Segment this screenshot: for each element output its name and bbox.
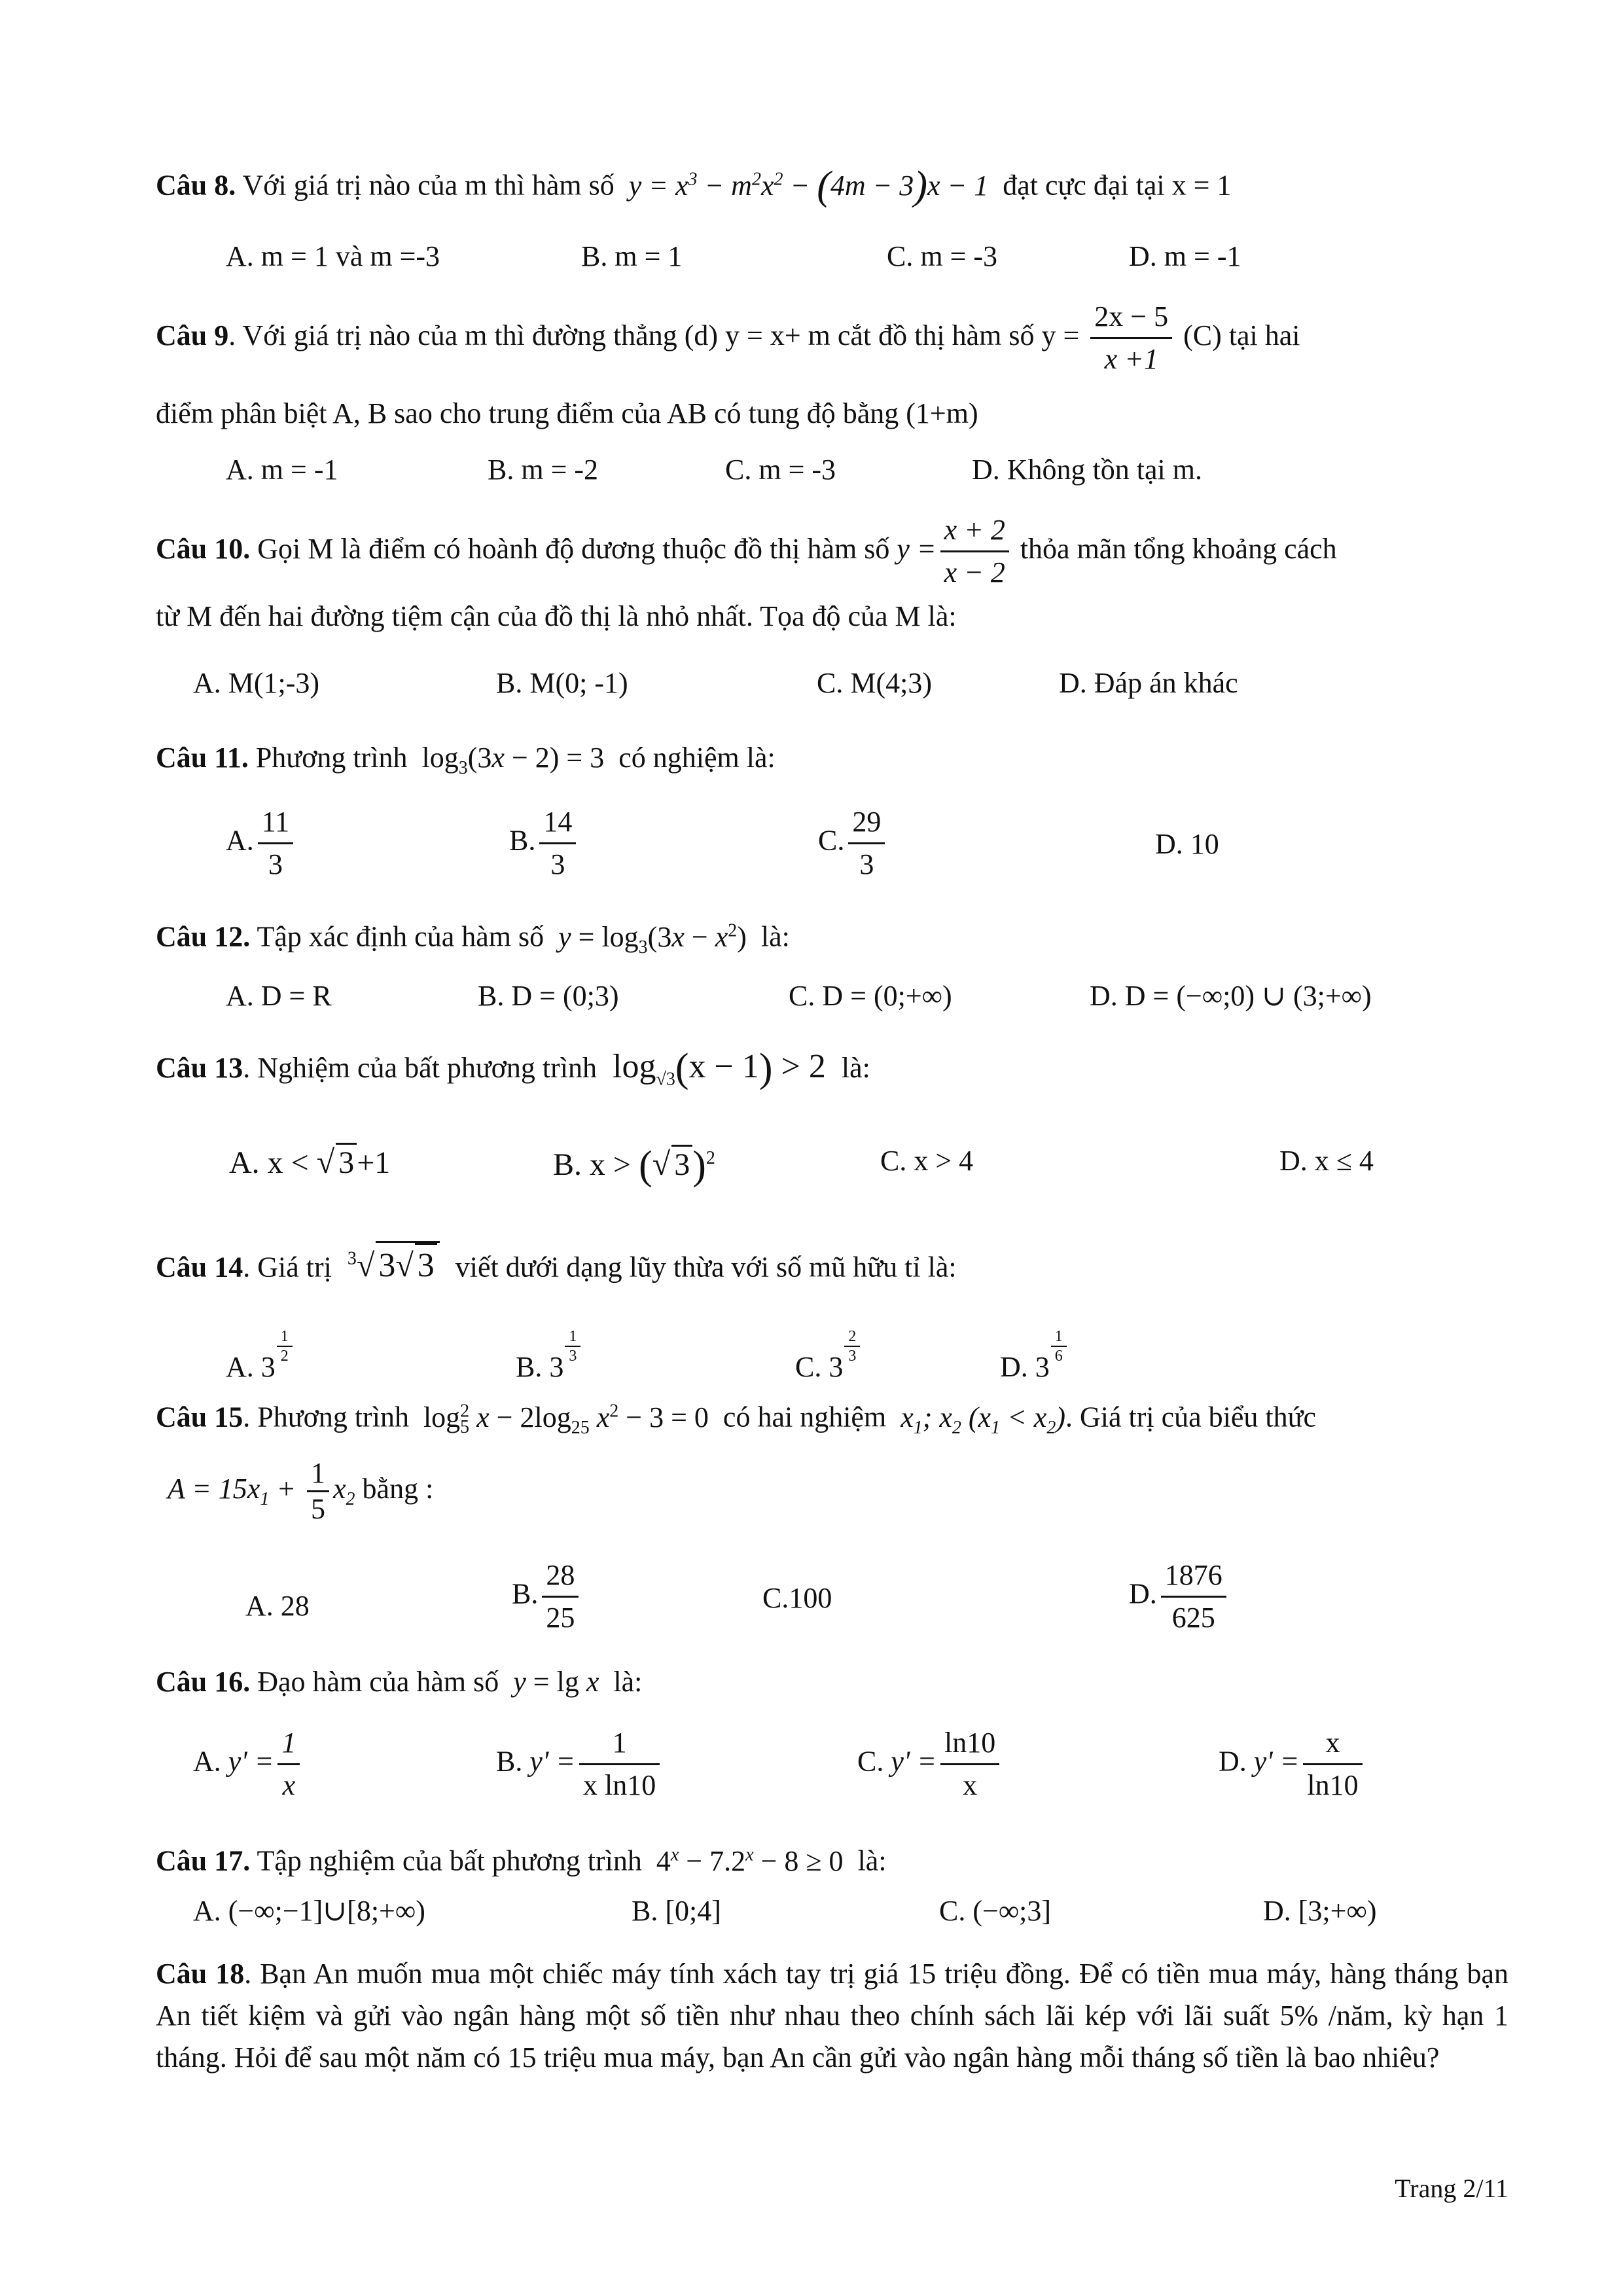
- numerator: 11: [258, 802, 293, 844]
- question-text: Đạo hàm của hàm số: [257, 1666, 499, 1698]
- question-label: Câu 13: [156, 1052, 243, 1084]
- numerator: 28: [542, 1555, 579, 1598]
- question-10-line2: từ M đến hai đường tiệm cận của đồ thị là nhỏ nhất. Tọa độ của M là:: [156, 600, 957, 632]
- option-letter: B.: [509, 824, 536, 857]
- question-text: là:: [613, 1666, 643, 1698]
- question-14: [156, 1238, 1508, 1288]
- option-letter: C.: [795, 1351, 822, 1383]
- question-text: có hai nghiệm: [722, 1401, 887, 1433]
- fraction: [940, 510, 1009, 593]
- question-text: là:: [760, 920, 790, 953]
- option-c[interactable]: C.100: [762, 1582, 832, 1614]
- question-label: Câu 15: [156, 1401, 243, 1433]
- question-8: [156, 158, 1508, 207]
- question-text: bằng :: [362, 1473, 434, 1505]
- formula: $4^x - 7.2^x - 8 \ge 0$: [649, 1844, 851, 1877]
- numerator: 29: [848, 802, 885, 844]
- option-b[interactable]: B. m = -2: [488, 454, 599, 486]
- option-d[interactable]: D. D = (−∞;0) ∪ (3;+∞): [1090, 980, 1372, 1012]
- option-letter: B.: [553, 1147, 582, 1182]
- option-a[interactable]: [226, 802, 297, 885]
- question-label: Câu 11.: [156, 742, 249, 774]
- option-b[interactable]: B. [0;4]: [632, 1895, 721, 1927]
- question-label: Câu 17.: [156, 1844, 251, 1877]
- exponent-denominator: 3: [569, 1348, 577, 1365]
- question-17: [156, 1834, 1508, 1882]
- exponent-denominator: 6: [1054, 1348, 1063, 1365]
- question-text: là:: [857, 1844, 887, 1877]
- question-text: Tập nghiệm của bất phương trình: [257, 1844, 642, 1877]
- question-11: [156, 737, 1508, 789]
- option-a[interactable]: A. 3 $\frac{1}{2}$: [226, 1327, 294, 1386]
- question-13: [156, 1046, 1508, 1100]
- numerator: ln10: [940, 1723, 999, 1765]
- option-c[interactable]: [818, 802, 889, 885]
- question-text: . Nghiệm của bất phương trình: [243, 1052, 597, 1084]
- question-text: đạt cực đại tại x = 1: [1003, 169, 1232, 202]
- option-d[interactable]: D. x ≤ 4: [1279, 1145, 1374, 1177]
- formula: $y = x^3 - m^2x^2 - (4m - 3)x - 1$: [621, 163, 996, 208]
- option-c[interactable]: C. (−∞;3]: [939, 1895, 1052, 1927]
- option-a[interactable]: A. 28: [245, 1590, 310, 1622]
- formula: $A = 15x_1$ +: [168, 1473, 304, 1509]
- option-letter: C.: [857, 1745, 884, 1778]
- option-d[interactable]: D. [3;+∞): [1263, 1895, 1377, 1927]
- option-c[interactable]: C. m = -3: [725, 454, 836, 486]
- question-9-line2: điểm phân biệt A, B sao cho trung điểm của AB có tung độ bằng (1+m): [156, 397, 978, 429]
- exponent-denominator: 2: [280, 1348, 289, 1365]
- question-text: . Với giá trị nào của m thì đường thẳng (d) y = x+ m cắt đồ thị hàm số y =: [228, 319, 1080, 351]
- option-letter: A.: [193, 1745, 221, 1778]
- option-c[interactable]: C. 3 $\frac{2}{3}$: [795, 1327, 861, 1386]
- denominator: ln10: [1307, 1769, 1359, 1801]
- option-b[interactable]: [509, 802, 580, 885]
- fraction: [277, 1723, 300, 1806]
- option-a[interactable]: A. m = 1 và m =-3: [226, 240, 440, 272]
- option-letter: B.: [496, 1745, 523, 1778]
- roots-formula: $x_1$; $x_2$ $(x_1 < x_2)$: [893, 1401, 1065, 1438]
- question-label: Câu 10.: [156, 533, 251, 565]
- numerator: 2x − 5: [1090, 296, 1172, 339]
- option-b[interactable]: B. D = (0;3): [478, 980, 619, 1012]
- exponent-numerator: 1: [277, 1327, 293, 1347]
- fraction: [579, 1723, 660, 1806]
- numerator: x + 2: [940, 510, 1009, 552]
- question-text: thỏa mãn tổng khoảng cách: [1020, 533, 1337, 565]
- option-b[interactable]: [512, 1555, 582, 1638]
- question-label: Câu 9: [156, 319, 229, 351]
- fraction: [539, 802, 576, 885]
- denominator: 3: [859, 848, 874, 880]
- option-letter: B.: [512, 1577, 539, 1610]
- question-text: (C) tại hai: [1183, 319, 1300, 351]
- numerator: 1: [579, 1723, 660, 1765]
- option-d[interactable]: [1129, 1555, 1230, 1638]
- option-d[interactable]: D. Đáp án khác: [1059, 667, 1238, 699]
- option-letter: B.: [516, 1351, 543, 1383]
- question-15-line2: $A = 15x_1$ + $\frac{1}{5}$ $x_2$ bằng :: [168, 1457, 434, 1526]
- denominator: 25: [546, 1602, 575, 1634]
- option-letter: D.: [1219, 1745, 1247, 1778]
- option-c[interactable]: C. M(4;3): [817, 667, 932, 699]
- option-d[interactable]: D. Không tồn tại m.: [972, 454, 1202, 486]
- fraction: [1303, 1723, 1362, 1806]
- denominator: x: [282, 1769, 296, 1801]
- formula: $\log_3(3x - 2) = 3$: [414, 742, 612, 778]
- question-text: . Giá trị của biểu thức: [1065, 1401, 1317, 1433]
- numerator: 1: [277, 1723, 300, 1765]
- formula: $\log^2_5 x - 2\log_{25}$ $x^2 - 3 = 0$: [416, 1401, 716, 1438]
- fraction: [848, 802, 885, 885]
- denominator: x ln10: [583, 1769, 656, 1801]
- question-text: . Bạn An muốn mua một chiếc máy tính xách tay trị giá 15 triệu đồng. Để có tiền mua máy, hàng tháng bạn An tiết kiệm và gửi vào ngân hàng một số tiền như nhau theo chính sách lãi kép với lãi suất 5% /năm, kỳ hạn 1 tháng. Hỏi để sau một năm có 15 triệu mua máy, bạn An cần gửi vào ngân hàng mỗi tháng số tiền là bao nhiêu?: [156, 1958, 1508, 2073]
- question-label: Câu 18: [156, 1958, 245, 1990]
- option-b[interactable]: B. y' = $\frac{1}{\text{x ln10}}$: [496, 1723, 664, 1806]
- option-letter: A.: [226, 1351, 254, 1383]
- question-text: . Giá trị: [243, 1251, 332, 1283]
- option-d[interactable]: D. 10: [1155, 828, 1219, 860]
- exponent-denominator: 3: [848, 1348, 857, 1365]
- numerator: x: [1303, 1723, 1362, 1765]
- option-letter: D.: [1129, 1577, 1157, 1610]
- option-c[interactable]: C. m = -3: [887, 240, 998, 272]
- denominator: 3: [550, 848, 565, 880]
- fraction: [1090, 296, 1172, 380]
- option-a[interactable]: A. x < √ 3+1: [229, 1143, 391, 1180]
- option-letter: D.: [1000, 1351, 1028, 1383]
- option-letter: A.: [229, 1145, 260, 1180]
- option-a[interactable]: A. D = R: [226, 980, 332, 1012]
- page-number: Trang 2/11: [1395, 2174, 1508, 2203]
- option-a[interactable]: A. m = -1: [226, 454, 338, 486]
- question-label: Câu 12.: [156, 920, 251, 953]
- option-a[interactable]: A. y' = $\frac{1}{x}$: [193, 1723, 304, 1806]
- formula: $y = \log_3(3x - x^2)$: [558, 920, 754, 958]
- denominator: 625: [1171, 1602, 1215, 1634]
- question-text: Gọi M là điểm có hoành độ dương thuộc đồ thị hàm số: [257, 533, 890, 565]
- exponent-numerator: 1: [565, 1327, 580, 1347]
- option-c[interactable]: C. D = (0;+∞): [789, 980, 952, 1012]
- exponent-numerator: 2: [844, 1327, 860, 1347]
- question-12: [156, 910, 1508, 968]
- option-c[interactable]: C. x > 4: [880, 1145, 974, 1177]
- exponent-numerator: 1: [1051, 1327, 1067, 1347]
- question-text: có nghiệm là:: [618, 742, 776, 774]
- question-text: . Phương trình: [243, 1401, 409, 1433]
- formula: $\log_{√3}(x - 1) > 2$: [604, 1046, 834, 1090]
- question-16: [156, 1661, 1508, 1703]
- question-9: [156, 293, 1508, 380]
- question-text: Với giá trị nào của m thì hàm số: [242, 169, 615, 202]
- numerator: 1876: [1161, 1555, 1226, 1598]
- option-d[interactable]: D. y' = $\frac{x}{\ln 10}$: [1219, 1723, 1366, 1806]
- option-letter: A.: [226, 824, 254, 857]
- question-text: là:: [841, 1052, 870, 1084]
- question-15: [156, 1390, 1508, 1448]
- option-letter: C.: [818, 824, 845, 857]
- formula: y = lg x: [513, 1666, 599, 1698]
- option-d[interactable]: D. m = -1: [1129, 240, 1241, 272]
- denominator: x − 2: [944, 556, 1005, 589]
- fraction: [1161, 1555, 1226, 1638]
- question-18: [156, 1953, 1508, 2079]
- fraction: [940, 1723, 999, 1806]
- denominator: 3: [268, 848, 283, 880]
- numerator: 14: [539, 802, 576, 844]
- option-a[interactable]: A. (−∞;−1]∪[8;+∞): [193, 1895, 425, 1927]
- question-text: Tập xác định của hàm số: [257, 920, 544, 953]
- question-label: Câu 14: [156, 1251, 243, 1283]
- question-label: Câu 8.: [156, 169, 236, 202]
- denominator: x +1: [1104, 343, 1158, 376]
- question-label: Câu 16.: [156, 1666, 251, 1698]
- option-a[interactable]: A. M(1;-3): [193, 667, 320, 699]
- option-c[interactable]: C. y' = $\frac{\ln 10}{x}$: [857, 1723, 1003, 1806]
- option-b[interactable]: B. m = 1: [581, 240, 683, 272]
- question-10: Câu 10. Gọi M là điểm có hoành độ dương thuộc đồ thị hàm số y = $\frac{x + 2}{x - 2}$ thỏa mãn tổng khoảng cách: [156, 507, 1508, 593]
- denominator: x: [963, 1769, 978, 1801]
- option-d[interactable]: D. 3 $\frac{1}{6}$: [1000, 1327, 1068, 1386]
- option-b[interactable]: B. 3 $\frac{1}{3}$: [516, 1327, 582, 1386]
- question-text: viết dưới dạng lũy thừa với số mũ hữu tỉ là:: [455, 1251, 957, 1283]
- formula: $^3$√ 3√ 3: [339, 1247, 448, 1284]
- fraction: $\frac{1}{5}$: [307, 1456, 329, 1526]
- fraction: [542, 1555, 579, 1638]
- question-text: Phương trình: [255, 742, 408, 774]
- option-b[interactable]: B. x > (√ 3)$^2$: [553, 1143, 715, 1188]
- fraction: [258, 802, 293, 885]
- option-b[interactable]: B. M(0; -1): [496, 667, 628, 699]
